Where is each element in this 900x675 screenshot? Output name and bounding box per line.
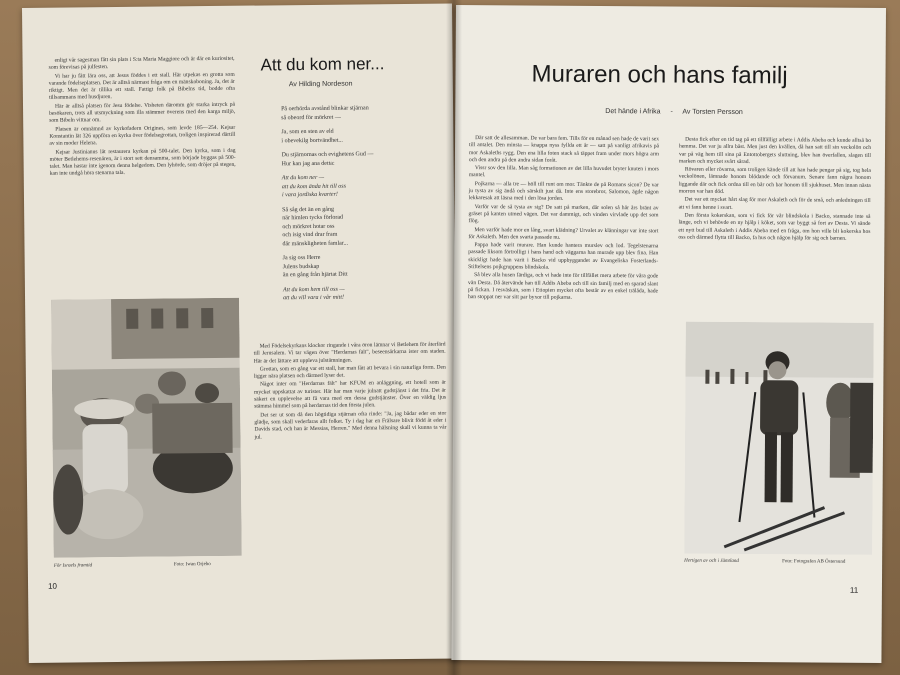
right-text-column-2 [678, 137, 871, 244]
left-page [22, 3, 459, 662]
poem-stanza [283, 284, 448, 303]
paragraph: Grottan, som en gång var ett stall, har man fått att bevara i sin naturliga form. Den ligger nära platsen och därmed lyser det. [253, 364, 446, 380]
poem-body [281, 104, 448, 309]
skier-illustration [684, 322, 874, 555]
paragraph: Med Födelsekyrkans klockor ringande i våra öron lämnar vi Betlehem för återfärd till Jerusalem. Vi tar vägen över "Herdarnas fält", beseensärkarna ister om staden. Här är det lättare att uppleva julstämningen. [253, 341, 446, 365]
paragraph: Varför var de så tysta av sig? De satt på marken, där solen så här års bränt av gräset på kanten utmed vägen. Det var dammigt, och vinden virvlade upp det som flög. [468, 203, 659, 225]
poem-line: att du kom ända hit till oss [281, 183, 346, 190]
left-text-column [49, 56, 236, 180]
article-title: Muraren och hans familj [531, 60, 788, 90]
poem-line: Ja, som en sten av eld [281, 128, 334, 136]
paragraph: Det ser ut som då den högtidiga stjärnan ofta rinde: "Ja, jag bådar eder en stor glädje, som skall vederfaras allt folket. Ty i dag har en Frälsare blivit född åt eder i Davids stad, och han är Messias, Herren." Med denna hälsning skall vi kunna ta vår jul. [254, 410, 447, 441]
poem-line: Så såg det än en gång [282, 206, 334, 213]
poem-title: Att du kom ner... [260, 54, 385, 75]
paragraph: Det var ett mycket hårt slag för mor Askaleth och för de små, och anledningen till att vi fann henne i svart. [678, 196, 871, 211]
paragraph: enligt vår sagesman fått sin plats i S:ta Maria Maggiore och är där en kuriositet, som förevisas på julfesten. [48, 55, 235, 72]
poem-stanza [282, 150, 447, 169]
poem-line: Att du kom hem till oss — [282, 286, 345, 293]
left-page-number: 10 [48, 581, 58, 591]
paragraph: Den första kokerskan, som vi fick för vår blindskola i Backo, stannade inte så länge, och vi behövde en ny hjälp i köket, som var byggt så fort av Desta. Vi sände ett nytt bud till Askaleth i Addis Abeba med en fråga, om hon ville bli kokerska hos oss och därmed flytta till Backo, fa hus och någon hjälp för sig och barnen. [678, 212, 871, 242]
paragraph: Pappa hade varit murare. Han kunde hantera murslev och lod. Tegelstenarna passade liksom förtrolligt i hans hand och väggarna han murade upp blev fina. Han skickligt hade han varit i Backo vid uppbyggandet av Evangeliska Fosterlands-Stiftelsens pojkgruppens blindskola. [468, 242, 659, 271]
poem-line: i vara jordiska kvarter! [281, 191, 338, 199]
paragraph: Platsen är omnämnd av kyrkofadern Origines, som levde 185—254. Kejsar Konstantin lät 326 uppföra en kyrka över födelsegrottan, troligen inspirerad därtill av sin moder Helena. [49, 124, 236, 147]
paragraph: Men varför hade mor en lång, svart klädning? Urvalet av klänningar var inte stort för Askaleth. Men den svarta passade nu. [468, 226, 659, 241]
paragraph: Här är alltså platsen för Jesu födelse. Visheten däromm gör starka intryck på besökaren, trots all utsmyckning som illa stämmer överens med den karga miljö, som Bibeln vittnar om. [49, 101, 236, 125]
poem-line: så obeord för mörkret — [281, 114, 341, 121]
right-text-column-1 [468, 135, 659, 304]
book-gutter [446, 0, 462, 675]
right-photo-caption: Hertigen av och i Jämtland [684, 558, 739, 564]
right-page [451, 5, 886, 663]
article-byline [605, 108, 743, 116]
poem-line: På oerhörda avstånd blinkar stjärnan [281, 105, 369, 113]
poem-stanza [282, 173, 447, 200]
paragraph: Desta fick efter en tid tag på ett tillfälligt arbete i Addis Abeba och kunde alltså bo hemma. Det var ju allra bäst. Men just den kvällen, då han satt till sin veckolön och var på väg hem till sina på Entottobergets sluttning, blev han överfallen, slagen till marken och mycket svårt sårad. [678, 136, 872, 165]
left-text-column-3 [254, 342, 447, 443]
paragraph: Kejsar Justinianus lät restaurera kyrkan på 500-talet. Den kyrka, som i dag möter Betlehems-resenären, är i stort sett densamma, som började byggas på 500-talet. Man hastar inte igenom denna helgedom. Den lyhörde, som dröjer på stegen, kan inte undgå höra stenarna tala. [49, 147, 236, 178]
paragraph: Något inter om "Herdarnas fält" har KFUM en anläggning, ett hotell som är mycket uppskattat av turister. Här har man varje julnatt gudstjänst i det fria. Det är säkert en upplevelse att få vara med om dessa gudstjänster. Över en väldig ljus stämma himmel som på herdarnas tid den första julen. [254, 380, 447, 410]
poem-line: där mänskligheten famlar... [282, 240, 348, 247]
left-photo-credit: Foto: Iwan Orjebo [173, 562, 211, 568]
poem-stanza [282, 204, 447, 248]
poem-stanza [283, 253, 448, 280]
skier-photo [684, 322, 874, 555]
paragraph: Rövaren eller rövarna, som troligen kände till att han hade pengar på sig, tog hela veckolönen, lämnade honom blödande och förvanum. Senare fann några honom liggande där och fick ordna till en bår och bar honom till sjukhuset. Men innan nästa morron var han död. [678, 166, 871, 195]
poem-line: Julens budskap [282, 263, 320, 270]
poem-stanza [281, 104, 446, 123]
paragraph: Där satt de allesamman. De var bara fem. Tills för en månad sen hade de varit sex till antalet. Den minsta — knappa nyss fyllda ett år — satt på vanligt afrikavis på mor Askaleths rygg. Den ena lilla foten stack så täppet fram under mors högra arm och den andra på den andra sidan foråt. [468, 135, 660, 164]
paragraph: Vissr sov den lilla. Man såg formationen av det lilla huvudet bryter knuten i mors mantel. [468, 165, 659, 179]
paragraph: Vi har ju fått lära oss, att Jesus föddes i ett stall. Här utpekas en grotta som varande födelseplatsen. Det är alltså närmast fråga om en mänskoboning. Ja, det är riktigt. Men det är tillika ett stall. Fattigt folk på Bibelns tid, bodde ofta tillsammans med husdjuren. [48, 71, 235, 102]
article-subtitle: Det hände i Afrika [605, 108, 661, 116]
poem-byline: Av Hilding Nordeson [288, 80, 353, 89]
byline-separator: - [670, 108, 673, 116]
article-author: Av Torsten Persson [682, 108, 743, 117]
poem-line: och isig vind drar fram [282, 231, 338, 239]
children-crowd-illustration [51, 298, 242, 558]
right-page-number: 11 [849, 585, 859, 595]
poem-line: att du vill vara i vår mitt! [283, 294, 345, 302]
poem-line: än en gång från hjärtat Ditt [282, 271, 348, 279]
poem-line: Ja sig oss Herre [282, 254, 321, 262]
poem-line: i obevekilg bortvändhet... [281, 137, 343, 144]
poem-line: Att du kom ner — [281, 174, 325, 182]
left-photo-caption: För Israels framtid [53, 563, 93, 569]
paragraph: Pojkarna — alla tre — höll till runt om mor. Tänkte de på Romans sicon? De var ju tysta av sig ändå och särskilt just då. Inte ens storebror, Salomon, ägde någon lekkaresak att läsna med i den lösa jorden. [468, 180, 659, 203]
poem-line: Hur kan jag ana detta: [281, 160, 335, 167]
right-photo-credit: Foto: Fotografen AB Östersund [782, 559, 846, 565]
paragraph: Så blev alla husen färdiga, och vi hade inte för tillfället mera arbete för våra gode vän Desta. Då återvände han till Addis Abeba och till sin familj med en sparad slant på fickan. I resväskan, som i Etiopien mycket ofta består av en enkel trälåda, hade han stoppat ner var sitt par byxor till pojkarna. [467, 272, 659, 302]
poem-line: Du stjärnornas och evighetens Gud — [281, 151, 374, 159]
ski-children-photo [51, 298, 242, 558]
poem-line: och mörkret hotar oss [282, 223, 335, 230]
poem-stanza [281, 127, 446, 146]
poem-line: när himlen tycks förlorad [282, 214, 344, 222]
